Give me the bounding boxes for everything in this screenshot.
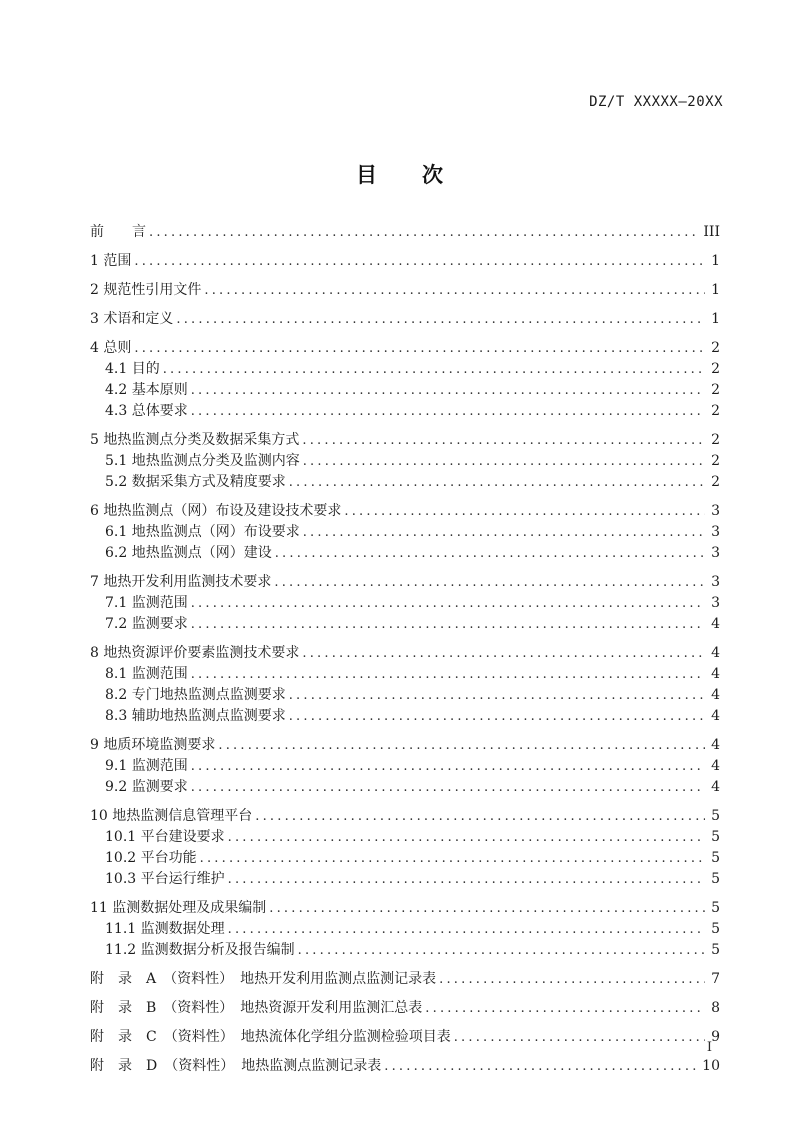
toc-entry-page: 4 [711, 616, 720, 632]
toc-leader-dots [303, 522, 705, 543]
toc-entry [90, 777, 720, 798]
toc-leader-dots [255, 806, 705, 827]
toc-entry-page: 1 [711, 282, 720, 298]
toc-leader-dots [134, 338, 705, 359]
toc-leader-dots [228, 827, 705, 848]
toc-leader-dots [454, 1027, 705, 1048]
toc-entry [90, 401, 720, 422]
toc-entry-label: 前 言 [90, 224, 146, 240]
toc-entry-page: 4 [711, 708, 720, 724]
toc-entry [90, 501, 720, 522]
page-title: 目 次 [356, 162, 444, 187]
toc-leader-dots [439, 969, 705, 990]
toc-entry-page: 2 [711, 382, 720, 398]
toc-leader-dots [200, 848, 705, 869]
toc-entry-page: 4 [711, 758, 720, 774]
toc-leader-dots [425, 998, 705, 1019]
toc-entry-label: 4.2 基本原则 [105, 382, 188, 398]
toc-leader-dots [176, 309, 705, 330]
toc-leader-dots [191, 664, 705, 685]
toc-leader-dots [303, 451, 705, 472]
toc-entry-page: 2 [711, 403, 720, 419]
toc-leader-dots [289, 685, 705, 706]
toc-leader-dots [269, 898, 705, 919]
toc-entry-label: 11 监测数据处理及成果编制 [90, 900, 267, 916]
toc-entry-page: III [703, 224, 720, 240]
toc-entry-page: 5 [711, 900, 720, 916]
toc-entry-label: 5.1 地热监测点分类及监测内容 [105, 453, 300, 469]
toc-leader-dots [302, 643, 705, 664]
toc-entry-label: 8.1 监测范围 [105, 666, 188, 682]
page-number-footer: I [706, 1040, 712, 1055]
toc-leader-dots [344, 501, 705, 522]
toc-entry-label: 9.2 监测要求 [105, 779, 188, 795]
toc-entry-label: 4.3 总体要求 [105, 403, 188, 419]
toc-entry-page: 8 [711, 1000, 720, 1016]
toc-leader-dots [274, 572, 705, 593]
toc-leader-dots [204, 280, 705, 301]
toc-entry-label: 11.1 监测数据处理 [105, 921, 225, 937]
toc-entry-label: 附 录 B （资料性） 地热资源开发利用监测汇总表 [90, 1000, 423, 1016]
toc-entry [90, 735, 720, 756]
toc-leader-dots [191, 777, 705, 798]
toc-leader-dots [134, 251, 705, 272]
doc-code-header: DZ/T XXXXX—20XX [589, 94, 723, 110]
toc-entry-label: 9.1 监测范围 [105, 758, 188, 774]
toc-entry-page: 5 [711, 871, 720, 887]
toc-entry-page: 4 [711, 666, 720, 682]
toc-entry-page: 5 [711, 850, 720, 866]
toc-entry-label: 附 录 D （资料性） 地热监测点监测记录表 [90, 1058, 382, 1074]
toc-entry [90, 940, 720, 961]
toc-entry-label: 5 地热监测点分类及数据采集方式 [90, 432, 300, 448]
toc-entry-label: 8.3 辅助地热监测点监测要求 [105, 708, 286, 724]
toc-entry [90, 572, 720, 593]
toc-entry-label: 7.1 监测范围 [105, 595, 188, 611]
toc-entry-page: 2 [711, 340, 720, 356]
toc-entry-page: 5 [711, 921, 720, 937]
toc-leader-dots [228, 869, 705, 890]
toc-entry-page: 3 [711, 545, 720, 561]
toc-entry [90, 359, 720, 380]
toc-entry-label: 3 术语和定义 [90, 311, 174, 327]
toc-entry [90, 969, 720, 990]
toc-entry-page: 1 [711, 311, 720, 327]
toc-entry [90, 280, 720, 301]
toc-entry-label: 10.1 平台建设要求 [105, 829, 225, 845]
toc-entry [90, 614, 720, 635]
toc-leader-dots [302, 430, 705, 451]
toc-entry-label: 8 地热资源评价要素监测技术要求 [90, 645, 300, 661]
toc-entry [90, 451, 720, 472]
toc-entry-page: 1 [711, 253, 720, 269]
toc-entry [90, 756, 720, 777]
toc-entry [90, 685, 720, 706]
toc-entry-label: 11.2 监测数据分析及报告编制 [105, 942, 295, 958]
toc-leader-dots [289, 472, 705, 493]
toc-leader-dots [289, 706, 705, 727]
toc-leader-dots [191, 380, 705, 401]
toc-entry [90, 338, 720, 359]
toc-entry-page: 5 [711, 829, 720, 845]
toc-entry [90, 898, 720, 919]
toc-entry [90, 706, 720, 727]
toc-entry [90, 309, 720, 330]
toc-entry-label: 1 范围 [90, 253, 132, 269]
toc-entry [90, 848, 720, 869]
toc-entry-page: 2 [711, 453, 720, 469]
toc-entry-page: 2 [711, 474, 720, 490]
toc-entry-label: 附 录 C （资料性） 地热流体化学组分监测检验项目表 [90, 1029, 451, 1045]
toc-entry-label: 2 规范性引用文件 [90, 282, 202, 298]
toc-entry [90, 643, 720, 664]
toc-leader-dots [191, 593, 705, 614]
toc-entry [90, 869, 720, 890]
toc-entry-page: 3 [711, 524, 720, 540]
toc-entry [90, 806, 720, 827]
toc-entry [90, 998, 720, 1019]
toc-entry-page: 2 [711, 361, 720, 377]
toc-leader-dots [191, 756, 705, 777]
toc-entry [90, 380, 720, 401]
toc-entry-label: 10.2 平台功能 [105, 850, 197, 866]
toc-entry-label: 4 总则 [90, 340, 132, 356]
toc-leader-dots [384, 1056, 696, 1077]
toc-leader-dots [298, 940, 705, 961]
toc-entry-label: 5.2 数据采集方式及精度要求 [105, 474, 286, 490]
toc-leader-dots [191, 401, 705, 422]
toc-entry-label: 7 地热开发利用监测技术要求 [90, 574, 272, 590]
toc-entry [90, 543, 720, 564]
toc-entry-page: 9 [711, 1029, 720, 1045]
toc-entry-label: 6.2 地热监测点（网）建设 [105, 545, 272, 561]
toc-leader-dots [218, 735, 705, 756]
toc-leader-dots [228, 919, 705, 940]
toc-entry-label: 6.1 地热监测点（网）布设要求 [105, 524, 300, 540]
toc-entry-page: 3 [711, 595, 720, 611]
toc-entry-page: 4 [711, 737, 720, 753]
toc-entry-label: 9 地质环境监测要求 [90, 737, 216, 753]
toc-entry-page: 5 [711, 808, 720, 824]
toc-entry [90, 664, 720, 685]
toc-entry-page: 4 [711, 645, 720, 661]
toc-list [90, 222, 720, 1077]
toc-entry-page: 3 [711, 503, 720, 519]
toc-entry-page: 5 [711, 942, 720, 958]
toc-entry [90, 827, 720, 848]
toc-entry-page: 4 [711, 687, 720, 703]
toc-entry-label: 10 地热监测信息管理平台 [90, 808, 253, 824]
toc-entry-label: 附 录 A （资料性） 地热开发利用监测点监测记录表 [90, 971, 437, 987]
toc-entry [90, 1027, 720, 1048]
toc-entry-label: 6 地热监测点（网）布设及建设技术要求 [90, 503, 342, 519]
toc-entry-label: 4.1 目的 [105, 361, 160, 377]
toc-entry-page: 4 [711, 779, 720, 795]
toc-entry-page: 2 [711, 432, 720, 448]
toc-entry-label: 7.2 监测要求 [105, 616, 188, 632]
toc-entry [90, 919, 720, 940]
toc-entry [90, 1056, 720, 1077]
toc-entry-page: 10 [702, 1058, 720, 1074]
toc-entry [90, 593, 720, 614]
toc-entry [90, 472, 720, 493]
toc-leader-dots [191, 614, 705, 635]
toc-entry [90, 430, 720, 451]
toc-entry [90, 222, 720, 243]
toc-leader-dots [163, 359, 705, 380]
toc-leader-dots [149, 222, 697, 243]
toc-entry-label: 8.2 专门地热监测点监测要求 [105, 687, 286, 703]
toc-entry-label: 10.3 平台运行维护 [105, 871, 225, 887]
toc-leader-dots [275, 543, 705, 564]
toc-entry [90, 522, 720, 543]
toc-entry-page: 7 [711, 971, 720, 987]
toc-entry-page: 3 [711, 574, 720, 590]
toc-entry [90, 251, 720, 272]
